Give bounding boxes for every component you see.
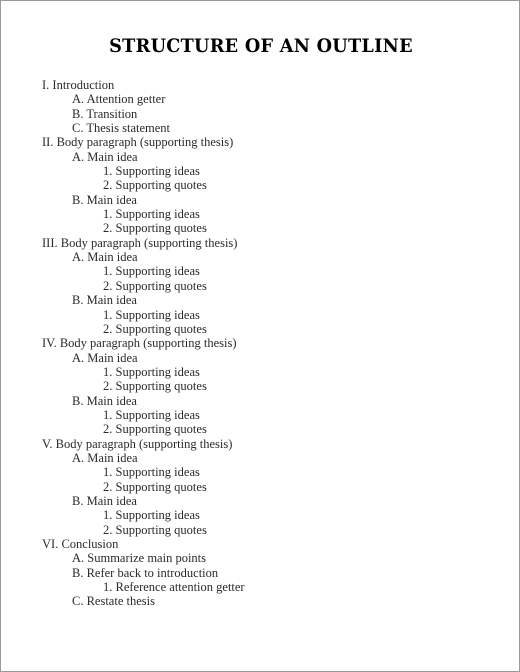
page-title: STRUCTURE OF AN OUTLINE (109, 35, 413, 57)
outline-subitem: 2. Supporting quotes (103, 178, 207, 193)
outline-subitem: 2. Supporting quotes (103, 379, 207, 394)
outline-subitem: 1. Supporting ideas (103, 407, 200, 422)
outline-heading: V. Body paragraph (supporting thesis) (42, 436, 233, 451)
outline-subheading: B. Refer back to introduction (72, 565, 219, 580)
outline-subitem: 1. Supporting ideas (103, 164, 200, 179)
outline-subitem: 1. Reference attention getter (103, 580, 245, 595)
outline-subheading: C. Restate thesis (72, 594, 155, 609)
outline-subitem: 1. Supporting ideas (103, 364, 200, 379)
outline-subheading: A. Summarize main points (72, 551, 207, 566)
outline-subheading: A. Main idea (72, 350, 138, 365)
outline-subitem: 2. Supporting quotes (103, 422, 207, 437)
outline-subitem: 2. Supporting quotes (103, 221, 207, 236)
outline-subitem: 2. Supporting quotes (103, 479, 207, 494)
outline-subheading: C. Thesis statement (72, 121, 171, 136)
outline-subitem: 2. Supporting quotes (103, 278, 207, 293)
outline-subheading: A. Main idea (72, 450, 138, 465)
outline-heading: II. Body paragraph (supporting thesis) (42, 135, 234, 150)
outline-heading: III. Body paragraph (supporting thesis) (42, 235, 238, 250)
outline-subitem: 2. Supporting quotes (103, 522, 207, 537)
outline-subitem: 1. Supporting ideas (103, 465, 200, 480)
outline-subheading: B. Main idea (72, 393, 137, 408)
outline-subheading: B. Transition (72, 106, 138, 121)
outline-subheading: A. Attention getter (72, 92, 166, 107)
outline-subitem: 1. Supporting ideas (103, 207, 200, 222)
outline-subheading: B. Main idea (72, 192, 137, 207)
outline-heading: I. Introduction (42, 78, 115, 92)
outline-list (42, 78, 245, 609)
outline-subitem: 2. Supporting quotes (103, 321, 207, 336)
outline-subheading: B. Main idea (72, 493, 137, 508)
outline-heading: IV. Body paragraph (supporting thesis) (42, 336, 237, 351)
outline-subitem: 1. Supporting ideas (103, 307, 200, 322)
outline-subitem: 1. Supporting ideas (103, 508, 200, 523)
outline-subheading: A. Main idea (72, 250, 138, 265)
outline-subitem: 1. Supporting ideas (103, 264, 200, 279)
outline-subheading: B. Main idea (72, 293, 137, 308)
outline-heading: VI. Conclusion (42, 537, 119, 551)
outline-subheading: A. Main idea (72, 149, 138, 164)
